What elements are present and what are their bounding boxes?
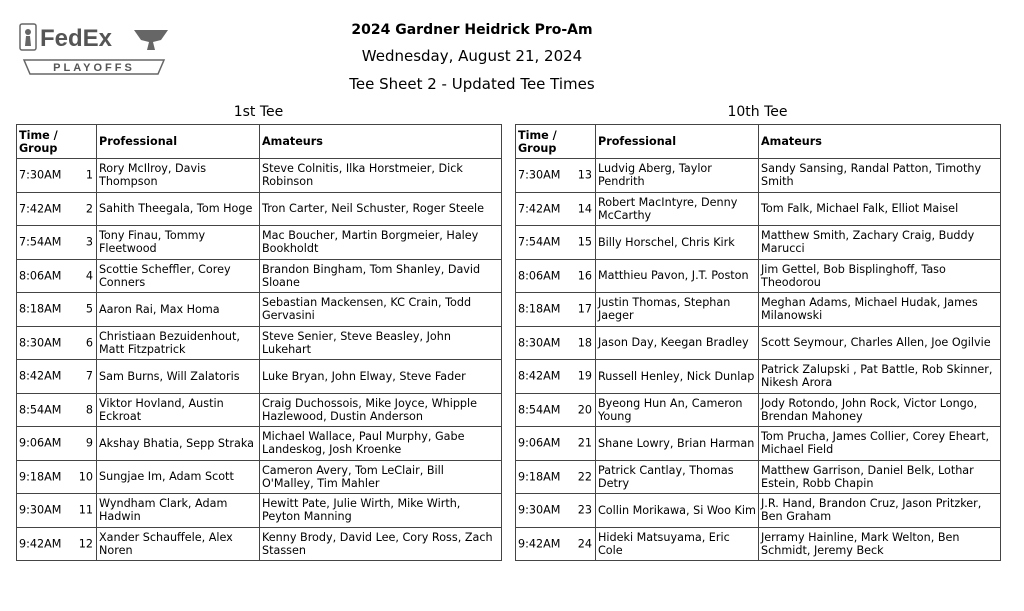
professional-cell: Scottie Scheffler, Corey Conners bbox=[97, 259, 260, 293]
table-row bbox=[516, 393, 1001, 427]
time-group-header: Time / Group bbox=[17, 125, 97, 159]
professional-cell: Akshay Bhatia, Sepp Straka bbox=[97, 427, 260, 461]
professional-cell: Aaron Rai, Max Homa bbox=[97, 293, 260, 327]
time-group-cell bbox=[17, 259, 97, 293]
amateurs-cell: Jody Rotondo, John Rock, Victor Longo, Brendan Mahoney bbox=[759, 393, 1001, 427]
group-number: 1 bbox=[85, 168, 93, 182]
tee-time: 7:42AM bbox=[19, 202, 62, 216]
time-group-cell bbox=[17, 460, 97, 494]
tenth-tee-label: 10th Tee bbox=[727, 104, 788, 120]
professional-cell: Jason Day, Keegan Bradley bbox=[596, 326, 759, 360]
table-row bbox=[17, 192, 502, 226]
tee-time: 8:18AM bbox=[518, 302, 561, 316]
group-number: 6 bbox=[85, 336, 93, 350]
amateurs-cell: Sebastian Mackensen, KC Crain, Todd Gervasini bbox=[260, 293, 502, 327]
time-group-cell bbox=[516, 494, 596, 528]
amateurs-cell: Tom Prucha, James Collier, Corey Eheart, Michael Field bbox=[759, 427, 1001, 461]
professional-cell: Matthieu Pavon, J.T. Poston bbox=[596, 259, 759, 293]
amateurs-cell: Mac Boucher, Martin Borgmeier, Haley Bookholdt bbox=[260, 226, 502, 260]
table-row bbox=[17, 326, 502, 360]
professional-cell: Ludvig Aberg, Taylor Pendrith bbox=[596, 159, 759, 193]
professional-cell: Robert MacIntyre, Denny McCarthy bbox=[596, 192, 759, 226]
time-group-cell bbox=[17, 159, 97, 193]
professional-cell: Hideki Matsuyama, Eric Cole bbox=[596, 527, 759, 561]
group-number: 16 bbox=[577, 269, 592, 283]
tee-time: 7:42AM bbox=[518, 202, 561, 216]
table-row bbox=[17, 360, 502, 394]
tee-time: 9:06AM bbox=[518, 436, 561, 450]
tee-time: 9:30AM bbox=[19, 503, 62, 517]
professional-header: Professional bbox=[97, 125, 260, 159]
tee-time: 9:42AM bbox=[19, 537, 62, 551]
first-tee-table bbox=[16, 124, 502, 561]
tee-time: 8:42AM bbox=[19, 369, 62, 383]
amateurs-cell: Matthew Smith, Zachary Craig, Buddy Marucci bbox=[759, 226, 1001, 260]
amateurs-cell: J.R. Hand, Brandon Cruz, Jason Pritzker, Ben Graham bbox=[759, 494, 1001, 528]
amateurs-cell: Jerramy Hainline, Mark Welton, Ben Schmidt, Jeremy Beck bbox=[759, 527, 1001, 561]
tee-time: 7:54AM bbox=[518, 235, 561, 249]
group-number: 3 bbox=[85, 235, 93, 249]
group-number: 13 bbox=[577, 168, 592, 182]
table-row bbox=[516, 226, 1001, 260]
amateurs-header: Amateurs bbox=[260, 125, 502, 159]
professional-cell: Justin Thomas, Stephan Jaeger bbox=[596, 293, 759, 327]
table-row bbox=[17, 527, 502, 561]
professional-cell: Viktor Hovland, Austin Eckroat bbox=[97, 393, 260, 427]
svg-text:PLAYOFFS: PLAYOFFS bbox=[53, 62, 135, 74]
time-group-cell bbox=[516, 192, 596, 226]
group-number: 8 bbox=[85, 403, 93, 417]
tee-time: 8:30AM bbox=[518, 336, 561, 350]
group-number: 15 bbox=[577, 235, 592, 249]
group-number: 9 bbox=[85, 436, 93, 450]
time-group-cell bbox=[17, 326, 97, 360]
time-group-cell bbox=[17, 393, 97, 427]
professional-cell: Shane Lowry, Brian Harman bbox=[596, 427, 759, 461]
time-group-cell bbox=[516, 226, 596, 260]
amateurs-cell: Steve Senier, Steve Beasley, John Lukehart bbox=[260, 326, 502, 360]
table-row bbox=[17, 259, 502, 293]
time-group-header: Time / Group bbox=[516, 125, 596, 159]
time-group-cell bbox=[516, 527, 596, 561]
tee-time: 9:18AM bbox=[19, 470, 62, 484]
tee-time: 7:30AM bbox=[518, 168, 561, 182]
group-number: 23 bbox=[577, 503, 592, 517]
amateurs-cell: Luke Bryan, John Elway, Steve Fader bbox=[260, 360, 502, 394]
professional-header: Professional bbox=[596, 125, 759, 159]
amateurs-cell: Matthew Garrison, Daniel Belk, Lothar Estein, Robb Chapin bbox=[759, 460, 1001, 494]
tee-time: 9:30AM bbox=[518, 503, 561, 517]
table-row bbox=[17, 460, 502, 494]
tee-time: 7:54AM bbox=[19, 235, 62, 249]
professional-cell: Sungjae Im, Adam Scott bbox=[97, 460, 260, 494]
time-group-cell bbox=[516, 326, 596, 360]
event-title: 2024 Gardner Heidrick Pro-Am bbox=[351, 22, 593, 38]
professional-cell: Tony Finau, Tommy Fleetwood bbox=[97, 226, 260, 260]
group-number: 5 bbox=[85, 302, 93, 316]
amateurs-header: Amateurs bbox=[759, 125, 1001, 159]
time-group-cell bbox=[17, 293, 97, 327]
amateurs-cell: Steve Colnitis, Ilka Horstmeier, Dick Robinson bbox=[260, 159, 502, 193]
time-group-cell bbox=[516, 259, 596, 293]
time-group-cell bbox=[17, 427, 97, 461]
table-row bbox=[516, 192, 1001, 226]
amateurs-cell: Hewitt Pate, Julie Wirth, Mike Wirth, Peyton Manning bbox=[260, 494, 502, 528]
group-number: 2 bbox=[85, 202, 93, 216]
tee-time: 8:54AM bbox=[518, 403, 561, 417]
amateurs-cell: Michael Wallace, Paul Murphy, Gabe Landeskog, Josh Kroenke bbox=[260, 427, 502, 461]
table-row bbox=[516, 360, 1001, 394]
professional-cell: Sam Burns, Will Zalatoris bbox=[97, 360, 260, 394]
time-group-cell bbox=[17, 527, 97, 561]
professional-cell: Rory McIlroy, Davis Thompson bbox=[97, 159, 260, 193]
time-group-cell bbox=[17, 192, 97, 226]
table-row bbox=[17, 293, 502, 327]
amateurs-cell: Meghan Adams, Michael Hudak, James Milanowski bbox=[759, 293, 1001, 327]
professional-cell: Russell Henley, Nick Dunlap bbox=[596, 360, 759, 394]
time-group-cell bbox=[516, 159, 596, 193]
table-row bbox=[516, 527, 1001, 561]
amateurs-cell: Cameron Avery, Tom LeClair, Bill O'Malley, Tim Mahler bbox=[260, 460, 502, 494]
group-number: 19 bbox=[577, 369, 592, 383]
group-number: 21 bbox=[577, 436, 592, 450]
time-group-cell bbox=[17, 494, 97, 528]
professional-cell: Sahith Theegala, Tom Hoge bbox=[97, 192, 260, 226]
amateurs-cell: Craig Duchossois, Mike Joyce, Whipple Hazlewood, Dustin Anderson bbox=[260, 393, 502, 427]
time-group-cell bbox=[516, 360, 596, 394]
table-row bbox=[17, 494, 502, 528]
time-group-cell bbox=[516, 427, 596, 461]
tee-time: 9:42AM bbox=[518, 537, 561, 551]
table-row bbox=[516, 293, 1001, 327]
time-group-cell bbox=[516, 393, 596, 427]
table-row bbox=[17, 393, 502, 427]
group-number: 24 bbox=[577, 537, 592, 551]
amateurs-cell: Patrick Zalupski , Pat Battle, Rob Skinner, Nikesh Arora bbox=[759, 360, 1001, 394]
group-number: 22 bbox=[577, 470, 592, 484]
tee-time: 9:18AM bbox=[518, 470, 561, 484]
time-group-cell bbox=[516, 293, 596, 327]
professional-cell: Patrick Cantlay, Thomas Detry bbox=[596, 460, 759, 494]
group-number: 12 bbox=[78, 537, 93, 551]
table-row bbox=[516, 427, 1001, 461]
professional-cell: Xander Schauffele, Alex Noren bbox=[97, 527, 260, 561]
amateurs-cell: Brandon Bingham, Tom Shanley, David Sloane bbox=[260, 259, 502, 293]
tee-time: 8:42AM bbox=[518, 369, 561, 383]
table-row bbox=[516, 460, 1001, 494]
table-header-row bbox=[17, 125, 502, 159]
amateurs-cell: Jim Gettel, Bob Bisplinghoff, Taso Theodorou bbox=[759, 259, 1001, 293]
group-number: 7 bbox=[85, 369, 93, 383]
professional-cell: Billy Horschel, Chris Kirk bbox=[596, 226, 759, 260]
professional-cell: Byeong Hun An, Cameron Young bbox=[596, 393, 759, 427]
table-row bbox=[516, 326, 1001, 360]
group-number: 4 bbox=[85, 269, 93, 283]
first-tee-label: 1st Tee bbox=[233, 104, 284, 120]
table-row bbox=[516, 494, 1001, 528]
table-header-row bbox=[516, 125, 1001, 159]
time-group-cell bbox=[516, 460, 596, 494]
tee-time: 8:06AM bbox=[518, 269, 561, 283]
professional-cell: Collin Morikawa, Si Woo Kim bbox=[596, 494, 759, 528]
tee-time: 7:30AM bbox=[19, 168, 62, 182]
amateurs-cell: Scott Seymour, Charles Allen, Joe Ogilvie bbox=[759, 326, 1001, 360]
event-date: Wednesday, August 21, 2024 bbox=[361, 47, 583, 65]
group-number: 18 bbox=[577, 336, 592, 350]
group-number: 11 bbox=[78, 503, 93, 517]
table-row bbox=[516, 259, 1001, 293]
professional-cell: Wyndham Clark, Adam Hadwin bbox=[97, 494, 260, 528]
group-number: 10 bbox=[78, 470, 93, 484]
table-row bbox=[17, 159, 502, 193]
tee-time: 8:18AM bbox=[19, 302, 62, 316]
amateurs-cell: Tom Falk, Michael Falk, Elliot Maisel bbox=[759, 192, 1001, 226]
tee-time: 8:30AM bbox=[19, 336, 62, 350]
table-row bbox=[17, 427, 502, 461]
tenth-tee-table bbox=[515, 124, 1001, 561]
group-number: 14 bbox=[577, 202, 592, 216]
amateurs-cell: Kenny Brody, David Lee, Cory Ross, Zach Stassen bbox=[260, 527, 502, 561]
time-group-cell bbox=[17, 360, 97, 394]
amateurs-cell: Sandy Sansing, Randal Patton, Timothy Smith bbox=[759, 159, 1001, 193]
time-group-cell bbox=[17, 226, 97, 260]
svg-text:FedEx: FedEx bbox=[40, 25, 113, 52]
group-number: 17 bbox=[577, 302, 592, 316]
tee-time: 8:54AM bbox=[19, 403, 62, 417]
tee-sheet-subtitle: Tee Sheet 2 - Updated Tee Times bbox=[349, 75, 595, 93]
tee-time: 9:06AM bbox=[19, 436, 62, 450]
tee-time: 8:06AM bbox=[19, 269, 62, 283]
table-row bbox=[17, 226, 502, 260]
professional-cell: Christiaan Bezuidenhout, Matt Fitzpatrick bbox=[97, 326, 260, 360]
table-row bbox=[516, 159, 1001, 193]
group-number: 20 bbox=[577, 403, 592, 417]
amateurs-cell: Tron Carter, Neil Schuster, Roger Steele bbox=[260, 192, 502, 226]
